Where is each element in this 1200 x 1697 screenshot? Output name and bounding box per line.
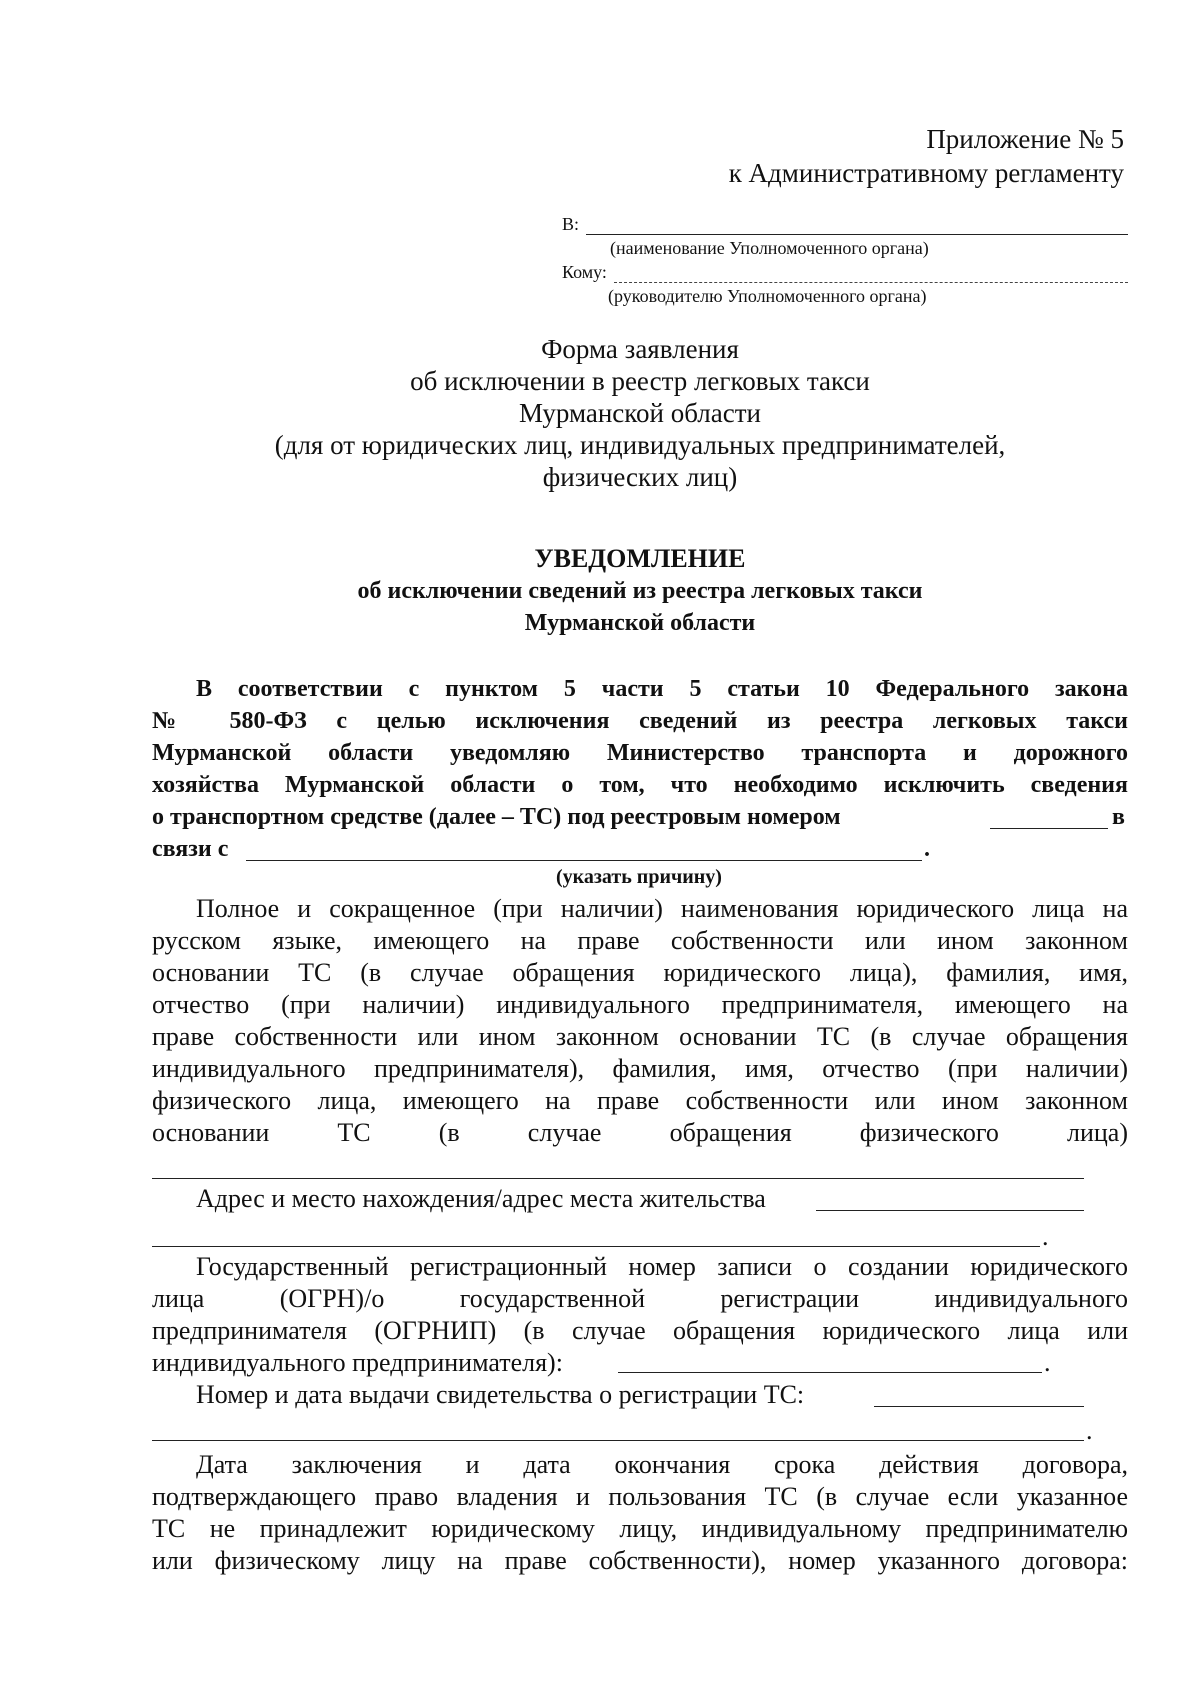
bold-paragraph-in: в (1112, 804, 1125, 830)
ogrn-end: . (1044, 1348, 1051, 1377)
bold-paragraph-line2: № 580-ФЗ с целью исключения сведений из реестра легковых такси (152, 708, 1128, 734)
whom-caption: (руководителю Уполномоченного органа) (608, 286, 927, 306)
reason-caption: (указать причину) (556, 866, 722, 888)
bold-paragraph-line3: Мурманской области уведомляю Министерство транспорта и дорожного (152, 740, 1128, 766)
owner-paragraph-line4: отчество (при наличии) индивидуального предпринимателя, имеющего на (152, 990, 1128, 1019)
whom-field-line (614, 282, 1128, 283)
certificate-end: . (1086, 1416, 1093, 1445)
ogrn-paragraph-line3: предпринимателя (ОГРНИП) (в случае обращения юридического лица или (152, 1316, 1128, 1345)
bold-paragraph-line1: В соответствии с пунктом 5 части 5 статьи 10 Федерального закона (196, 676, 1128, 702)
owner-name-line (152, 1178, 1084, 1179)
appendix-number: Приложение № 5 (926, 124, 1124, 154)
ogrn-paragraph-line2: лица (ОГРН)/о государственной регистрации индивидуального (152, 1284, 1128, 1313)
contract-paragraph-line1: Дата заключения и дата окончания срока действия договора, (196, 1450, 1128, 1479)
ogrn-paragraph-line1: Государственный регистрационный номер записи о создании юридического (196, 1252, 1128, 1281)
ogrn-line (618, 1372, 1042, 1373)
contract-paragraph-line4: или физическому лицу на праве собственности), номер указанного договора: (152, 1546, 1128, 1575)
bold-paragraph-line5: о транспортном средстве (далее – ТС) под реестровым номером (152, 804, 841, 830)
contract-paragraph-line2: подтверждающего право владения и пользования ТС (в случае если указанное (152, 1482, 1128, 1511)
registry-number-line (990, 828, 1108, 829)
form-title-line3: Мурманской области (519, 398, 761, 428)
address-end: . (1042, 1222, 1049, 1251)
bold-paragraph-line6: связи с (152, 836, 229, 862)
form-title-line1: Форма заявления (541, 334, 739, 364)
notice-title: УВЕДОМЛЕНИЕ (534, 544, 746, 573)
address-label: Адрес и место нахождения/адрес места жительства (196, 1184, 766, 1213)
owner-paragraph-line8: основании ТС (в случае обращения физического лица) (152, 1118, 1128, 1147)
certificate-line1 (874, 1406, 1084, 1407)
contract-paragraph-line3: ТС не принадлежит юридическому лицу, индивидуальному предпринимателю (152, 1514, 1128, 1543)
owner-paragraph-line6: индивидуального предпринимателя), фамилия, имя, отчество (при наличии) (152, 1054, 1128, 1083)
to-label: В: (562, 214, 580, 234)
appendix-regulation: к Административному регламенту (728, 158, 1124, 188)
owner-paragraph-line1: Полное и сокращенное (при наличии) наименования юридического лица на (196, 894, 1128, 923)
reason-end: . (924, 836, 930, 862)
to-caption: (наименование Уполномоченного органа) (610, 238, 929, 258)
to-field-line (586, 234, 1128, 235)
address-line1 (816, 1210, 1084, 1211)
owner-paragraph-line2: русском языке, имеющего на праве собственности или ином законном (152, 926, 1128, 955)
form-title-line4: (для от юридических лиц, индивидуальных предпринимателей, (274, 430, 1006, 460)
reason-line (246, 860, 922, 861)
form-title-line2: об исключении в реестр легковых такси (410, 366, 870, 396)
form-title-line5: физических лиц) (542, 462, 738, 492)
owner-paragraph-line3: основании ТС (в случае обращения юридического лица), фамилия, имя, (152, 958, 1128, 987)
owner-paragraph-line7: физического лица, имеющего на праве собственности или ином законном (152, 1086, 1128, 1115)
bold-paragraph-line4: хозяйства Мурманской области о том, что необходимо исключить сведения (152, 772, 1128, 798)
whom-label: Кому: (562, 262, 607, 282)
address-line2 (152, 1246, 1040, 1247)
notice-subtitle-line2: Мурманской области (524, 610, 756, 636)
notice-subtitle-line1: об исключении сведений из реестра легковых такси (357, 578, 923, 604)
certificate-line2 (152, 1440, 1084, 1441)
ogrn-paragraph-line4: индивидуального предпринимателя): (152, 1348, 563, 1377)
certificate-label: Номер и дата выдачи свидетельства о регистрации ТС: (196, 1380, 805, 1409)
owner-paragraph-line5: праве собственности или ином законном основании ТС (в случае обращения (152, 1022, 1128, 1051)
